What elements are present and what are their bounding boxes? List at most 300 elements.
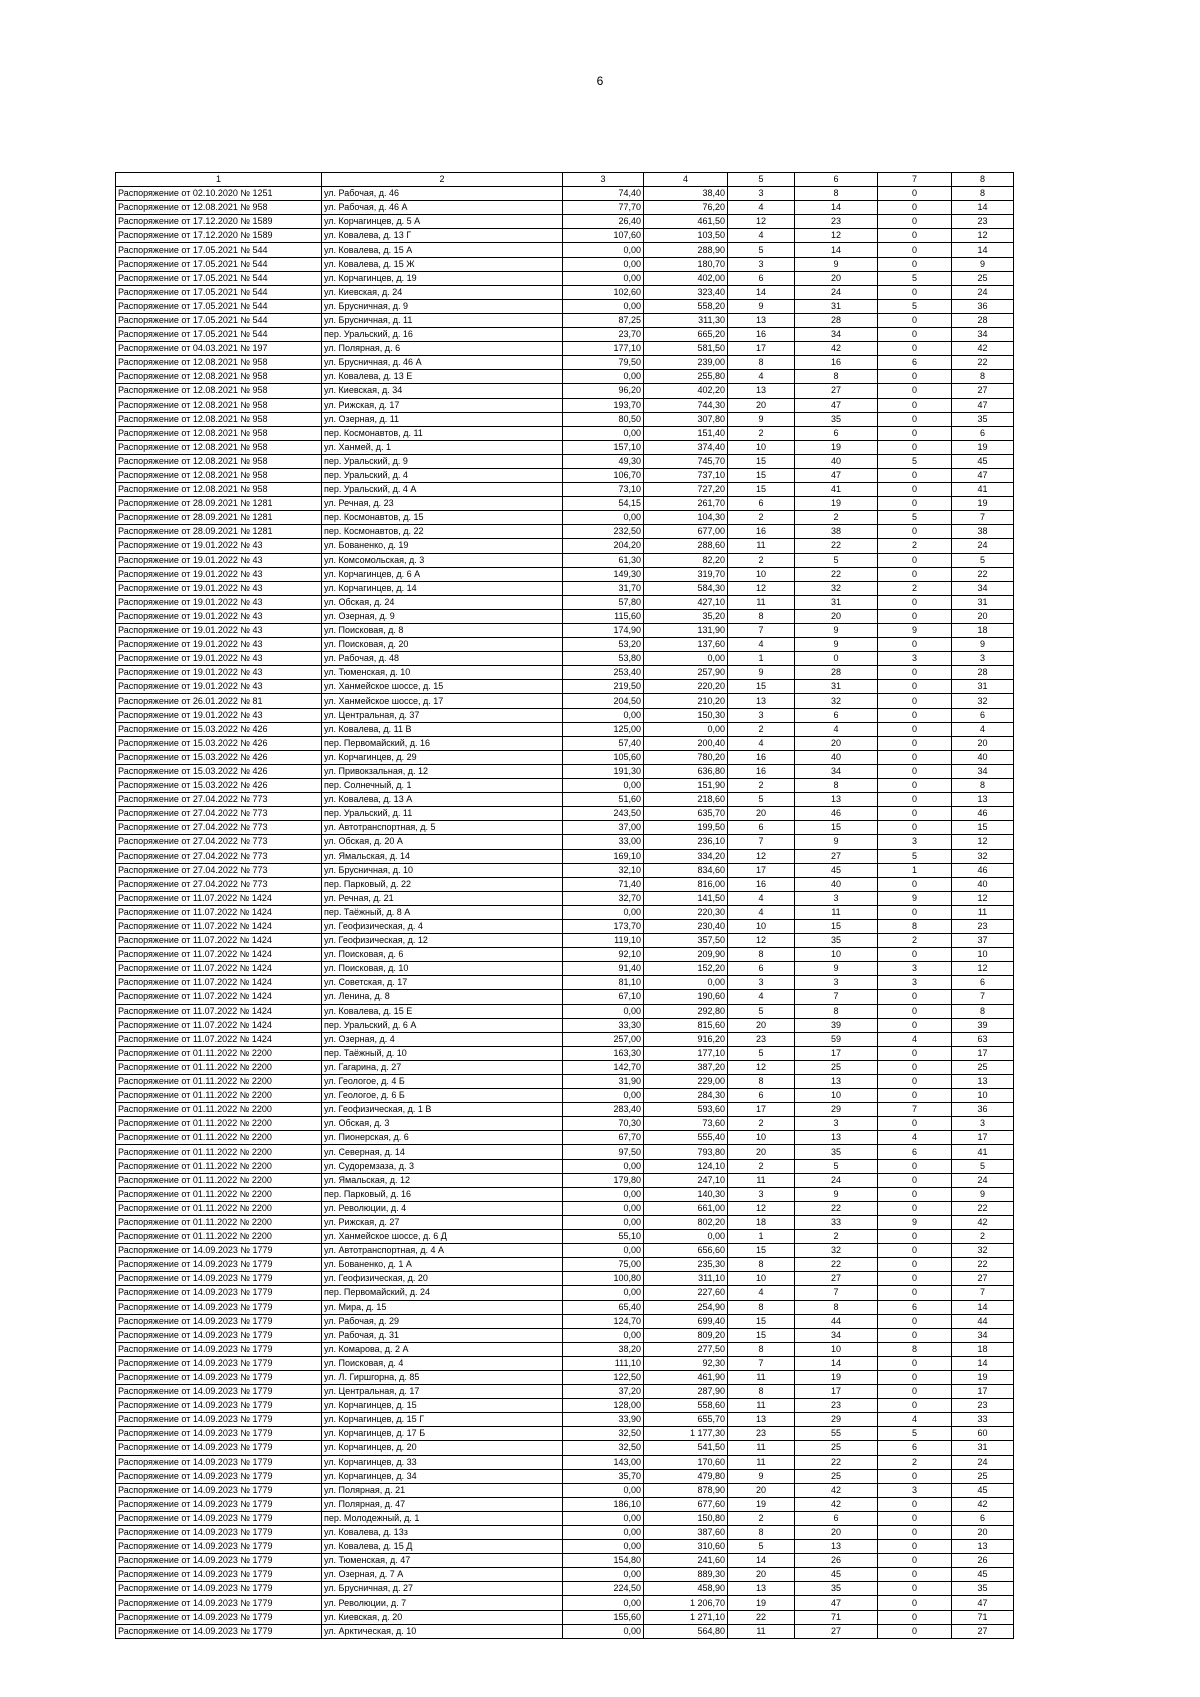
total-cell: 8 (952, 370, 1014, 384)
extra-cell: 0 (878, 722, 952, 736)
count-cell: 3 (728, 976, 795, 990)
area-cell: 224,50 (563, 1582, 644, 1596)
area-cell: 26,40 (563, 215, 644, 229)
area-total-cell: 1 206,70 (644, 1596, 728, 1610)
area-cell: 0,00 (563, 1568, 644, 1582)
document-cell: Распоряжение от 17.05.2021 № 544 (116, 243, 322, 257)
address-cell: ул. Ковалева, д. 11 В (322, 722, 563, 736)
area-total-cell: 878,90 (644, 1483, 728, 1497)
extra-cell: 0 (878, 1526, 952, 1540)
area-total-cell: 92,30 (644, 1356, 728, 1370)
count-cell: 16 (728, 750, 795, 764)
total-cell: 60 (952, 1427, 1014, 1441)
residents-cell: 27 (795, 384, 878, 398)
table-row (116, 976, 1014, 990)
residents-cell: 31 (795, 299, 878, 313)
count-cell: 17 (728, 1103, 795, 1117)
extra-cell: 0 (878, 750, 952, 764)
area-total-cell: 0,00 (644, 722, 728, 736)
extra-cell: 0 (878, 525, 952, 539)
residents-cell: 6 (795, 708, 878, 722)
extra-cell: 6 (878, 1300, 952, 1314)
document-cell: Распоряжение от 14.09.2023 № 1779 (116, 1328, 322, 1342)
address-cell: ул. Ямальская, д. 14 (322, 849, 563, 863)
residents-cell: 10 (795, 948, 878, 962)
document-cell: Распоряжение от 11.07.2022 № 1424 (116, 934, 322, 948)
address-cell: пер. Молодежный, д. 1 (322, 1511, 563, 1525)
area-total-cell: 150,80 (644, 1511, 728, 1525)
count-cell: 1 (728, 652, 795, 666)
area-cell: 35,70 (563, 1469, 644, 1483)
area-cell: 0,00 (563, 905, 644, 919)
address-cell: пер. Уральский, д. 4 А (322, 483, 563, 497)
area-cell: 37,20 (563, 1385, 644, 1399)
area-total-cell: 239,00 (644, 356, 728, 370)
area-cell: 0,00 (563, 708, 644, 722)
table-row (116, 990, 1014, 1004)
total-cell: 2 (952, 1230, 1014, 1244)
table-row (116, 1554, 1014, 1568)
residents-cell: 13 (795, 1540, 878, 1554)
column-header: 2 (322, 173, 563, 187)
extra-cell: 0 (878, 243, 952, 257)
table-row (116, 1413, 1014, 1427)
extra-cell: 0 (878, 1399, 952, 1413)
document-cell: Распоряжение от 12.08.2021 № 958 (116, 468, 322, 482)
count-cell: 15 (728, 680, 795, 694)
extra-cell: 0 (878, 201, 952, 215)
total-cell: 63 (952, 1032, 1014, 1046)
area-cell: 174,90 (563, 624, 644, 638)
count-cell: 12 (728, 1201, 795, 1215)
extra-cell: 0 (878, 1554, 952, 1568)
table-row (116, 736, 1014, 750)
count-cell: 6 (728, 962, 795, 976)
extra-cell: 0 (878, 821, 952, 835)
extra-cell: 0 (878, 638, 952, 652)
document-cell: Распоряжение от 19.01.2022 № 43 (116, 652, 322, 666)
area-total-cell: 209,90 (644, 948, 728, 962)
count-cell: 15 (728, 1314, 795, 1328)
area-total-cell: 255,80 (644, 370, 728, 384)
area-total-cell: 635,70 (644, 807, 728, 821)
total-cell: 15 (952, 821, 1014, 835)
document-cell: Распоряжение от 14.09.2023 № 1779 (116, 1356, 322, 1370)
extra-cell: 0 (878, 426, 952, 440)
table-row (116, 1060, 1014, 1074)
document-cell: Распоряжение от 17.05.2021 № 544 (116, 313, 322, 327)
area-cell: 80,50 (563, 412, 644, 426)
count-cell: 10 (728, 1272, 795, 1286)
table-row (116, 750, 1014, 764)
table-row (116, 793, 1014, 807)
residents-cell: 28 (795, 666, 878, 680)
count-cell: 8 (728, 1075, 795, 1089)
table-row (116, 215, 1014, 229)
extra-cell: 0 (878, 1328, 952, 1342)
table-row (116, 539, 1014, 553)
extra-cell: 0 (878, 497, 952, 511)
area-total-cell: 1 271,10 (644, 1610, 728, 1624)
extra-cell: 0 (878, 1173, 952, 1187)
extra-cell: 4 (878, 1131, 952, 1145)
total-cell: 40 (952, 877, 1014, 891)
address-cell: пер. Космонавтов, д. 22 (322, 525, 563, 539)
address-cell: ул. Пионерская, д. 6 (322, 1131, 563, 1145)
area-total-cell: 311,30 (644, 313, 728, 327)
area-cell: 0,00 (563, 1483, 644, 1497)
count-cell: 4 (728, 990, 795, 1004)
address-cell: ул. Ковалева, д. 13 Е (322, 370, 563, 384)
count-cell: 5 (728, 1046, 795, 1060)
document-cell: Распоряжение от 14.09.2023 № 1779 (116, 1441, 322, 1455)
extra-cell: 0 (878, 1385, 952, 1399)
count-cell: 8 (728, 609, 795, 623)
address-cell: ул. Брусничная, д. 10 (322, 863, 563, 877)
total-cell: 45 (952, 1483, 1014, 1497)
address-cell: ул. Автотранспортная, д. 5 (322, 821, 563, 835)
count-cell: 17 (728, 863, 795, 877)
table-row (116, 271, 1014, 285)
extra-cell: 0 (878, 1511, 952, 1525)
area-total-cell: 387,60 (644, 1526, 728, 1540)
area-total-cell: 257,90 (644, 666, 728, 680)
area-cell: 31,70 (563, 581, 644, 595)
table-row (116, 1159, 1014, 1173)
address-cell: пер. Уральский, д. 9 (322, 454, 563, 468)
area-cell: 77,70 (563, 201, 644, 215)
address-cell: ул. Брусничная, д. 11 (322, 313, 563, 327)
resettlement-table (115, 172, 1014, 1639)
address-cell: ул. Ковалева, д. 13з (322, 1526, 563, 1540)
table-row (116, 1441, 1014, 1455)
residents-cell: 14 (795, 201, 878, 215)
area-cell: 0,00 (563, 1215, 644, 1229)
extra-cell: 2 (878, 1455, 952, 1469)
area-total-cell: 180,70 (644, 257, 728, 271)
count-cell: 3 (728, 187, 795, 201)
table-row (116, 779, 1014, 793)
address-cell: ул. Корчагинцев, д. 19 (322, 271, 563, 285)
count-cell: 11 (728, 1455, 795, 1469)
table-row (116, 595, 1014, 609)
residents-cell: 11 (795, 905, 878, 919)
address-cell: ул. Поисковая, д. 10 (322, 962, 563, 976)
area-total-cell: 1 177,30 (644, 1427, 728, 1441)
area-total-cell: 387,20 (644, 1060, 728, 1074)
area-cell: 128,00 (563, 1399, 644, 1413)
count-cell: 7 (728, 1356, 795, 1370)
residents-cell: 35 (795, 1582, 878, 1596)
residents-cell: 34 (795, 764, 878, 778)
area-cell: 0,00 (563, 426, 644, 440)
count-cell: 15 (728, 454, 795, 468)
address-cell: ул. Рижская, д. 27 (322, 1215, 563, 1229)
residents-cell: 27 (795, 1624, 878, 1638)
document-cell: Распоряжение от 01.11.2022 № 2200 (116, 1145, 322, 1159)
document-cell: Распоряжение от 14.09.2023 № 1779 (116, 1244, 322, 1258)
extra-cell: 0 (878, 342, 952, 356)
extra-cell: 0 (878, 1272, 952, 1286)
address-cell: пер. Уральский, д. 11 (322, 807, 563, 821)
area-cell: 65,40 (563, 1300, 644, 1314)
total-cell: 42 (952, 1215, 1014, 1229)
document-cell: Распоряжение от 14.09.2023 № 1779 (116, 1497, 322, 1511)
residents-cell: 2 (795, 511, 878, 525)
count-cell: 6 (728, 497, 795, 511)
extra-cell: 0 (878, 1610, 952, 1624)
address-cell: ул. Корчагинцев, д. 6 А (322, 567, 563, 581)
area-total-cell: 288,60 (644, 539, 728, 553)
total-cell: 20 (952, 609, 1014, 623)
address-cell: пер. Солнечный, д. 1 (322, 779, 563, 793)
residents-cell: 59 (795, 1032, 878, 1046)
total-cell: 23 (952, 1399, 1014, 1413)
residents-cell: 8 (795, 187, 878, 201)
table-row (116, 426, 1014, 440)
table-row (116, 412, 1014, 426)
total-cell: 35 (952, 1582, 1014, 1596)
total-cell: 31 (952, 1441, 1014, 1455)
total-cell: 14 (952, 1300, 1014, 1314)
table-row (116, 1089, 1014, 1103)
area-total-cell: 593,60 (644, 1103, 728, 1117)
extra-cell: 2 (878, 539, 952, 553)
area-total-cell: 137,60 (644, 638, 728, 652)
area-total-cell: 288,90 (644, 243, 728, 257)
address-cell: ул. Советская, д. 17 (322, 976, 563, 990)
table-row (116, 440, 1014, 454)
document-cell: Распоряжение от 27.04.2022 № 773 (116, 821, 322, 835)
extra-cell: 0 (878, 1582, 952, 1596)
table-row (116, 1342, 1014, 1356)
area-total-cell: 140,30 (644, 1187, 728, 1201)
table-row (116, 1455, 1014, 1469)
count-cell: 11 (728, 1173, 795, 1187)
extra-cell: 0 (878, 1046, 952, 1060)
table-row (116, 1032, 1014, 1046)
residents-cell: 9 (795, 257, 878, 271)
address-cell: ул. Тюменская, д. 10 (322, 666, 563, 680)
total-cell: 23 (952, 919, 1014, 933)
document-cell: Распоряжение от 01.11.2022 № 2200 (116, 1060, 322, 1074)
area-cell: 0,00 (563, 1244, 644, 1258)
count-cell: 13 (728, 384, 795, 398)
area-cell: 219,50 (563, 680, 644, 694)
document-cell: Распоряжение от 14.09.2023 № 1779 (116, 1314, 322, 1328)
address-cell: ул. Киевская, д. 34 (322, 384, 563, 398)
column-header: 6 (795, 173, 878, 187)
address-cell: ул. Революции, д. 4 (322, 1201, 563, 1215)
document-cell: Распоряжение от 17.05.2021 № 544 (116, 271, 322, 285)
area-total-cell: 780,20 (644, 750, 728, 764)
document-cell: Распоряжение от 01.11.2022 № 2200 (116, 1187, 322, 1201)
table-row (116, 468, 1014, 482)
area-cell: 283,40 (563, 1103, 644, 1117)
table-row (116, 807, 1014, 821)
count-cell: 9 (728, 666, 795, 680)
total-cell: 33 (952, 1413, 1014, 1427)
document-cell: Распоряжение от 01.11.2022 № 2200 (116, 1230, 322, 1244)
total-cell: 13 (952, 793, 1014, 807)
count-cell: 23 (728, 1032, 795, 1046)
area-total-cell: 247,10 (644, 1173, 728, 1187)
residents-cell: 46 (795, 807, 878, 821)
document-cell: Распоряжение от 28.09.2021 № 1281 (116, 497, 322, 511)
extra-cell: 0 (878, 1540, 952, 1554)
area-cell: 57,80 (563, 595, 644, 609)
residents-cell: 34 (795, 328, 878, 342)
area-total-cell: 665,20 (644, 328, 728, 342)
table-row (116, 652, 1014, 666)
extra-cell: 0 (878, 1469, 952, 1483)
extra-cell: 3 (878, 652, 952, 666)
table-row (116, 1258, 1014, 1272)
count-cell: 12 (728, 849, 795, 863)
area-total-cell: 151,90 (644, 779, 728, 793)
table-row (116, 257, 1014, 271)
table-row (116, 1187, 1014, 1201)
residents-cell: 19 (795, 1370, 878, 1384)
table-row (116, 1427, 1014, 1441)
extra-cell: 0 (878, 187, 952, 201)
area-total-cell: 636,80 (644, 764, 728, 778)
document-cell: Распоряжение от 11.07.2022 № 1424 (116, 976, 322, 990)
table-row (116, 1497, 1014, 1511)
area-total-cell: 802,20 (644, 1215, 728, 1229)
area-total-cell: 479,80 (644, 1469, 728, 1483)
document-cell: Распоряжение от 14.09.2023 № 1779 (116, 1511, 322, 1525)
document-cell: Распоряжение от 01.11.2022 № 2200 (116, 1075, 322, 1089)
residents-cell: 24 (795, 285, 878, 299)
extra-cell: 0 (878, 1018, 952, 1032)
area-total-cell: 677,00 (644, 525, 728, 539)
total-cell: 42 (952, 1497, 1014, 1511)
residents-cell: 41 (795, 483, 878, 497)
count-cell: 11 (728, 1370, 795, 1384)
table-row (116, 285, 1014, 299)
table-row (116, 370, 1014, 384)
extra-cell: 5 (878, 511, 952, 525)
area-total-cell: 0,00 (644, 1230, 728, 1244)
extra-cell: 9 (878, 1215, 952, 1229)
table-row (116, 1286, 1014, 1300)
document-cell: Распоряжение от 11.07.2022 № 1424 (116, 948, 322, 962)
residents-cell: 32 (795, 581, 878, 595)
count-cell: 13 (728, 313, 795, 327)
total-cell: 17 (952, 1131, 1014, 1145)
area-cell: 0,00 (563, 1201, 644, 1215)
residents-cell: 10 (795, 1342, 878, 1356)
total-cell: 34 (952, 1328, 1014, 1342)
document-cell: Распоряжение от 27.04.2022 № 773 (116, 835, 322, 849)
extra-cell: 0 (878, 948, 952, 962)
residents-cell: 39 (795, 1018, 878, 1032)
count-cell: 10 (728, 1131, 795, 1145)
document-cell: Распоряжение от 19.01.2022 № 43 (116, 567, 322, 581)
area-cell: 32,10 (563, 863, 644, 877)
table-row (116, 624, 1014, 638)
residents-cell: 47 (795, 1596, 878, 1610)
document-cell: Распоряжение от 27.04.2022 № 773 (116, 807, 322, 821)
document-cell: Распоряжение от 01.11.2022 № 2200 (116, 1131, 322, 1145)
document-cell: Распоряжение от 15.03.2022 № 426 (116, 779, 322, 793)
address-cell: ул. Ковалева, д. 15 Е (322, 1004, 563, 1018)
address-cell: ул. Ленина, д. 8 (322, 990, 563, 1004)
address-cell: ул. Автотранспортная, д. 4 А (322, 1244, 563, 1258)
total-cell: 24 (952, 1455, 1014, 1469)
table-row (116, 398, 1014, 412)
count-cell: 15 (728, 468, 795, 482)
document-cell: Распоряжение от 14.09.2023 № 1779 (116, 1370, 322, 1384)
table-row (116, 1511, 1014, 1525)
count-cell: 2 (728, 1511, 795, 1525)
residents-cell: 17 (795, 1385, 878, 1399)
extra-cell: 8 (878, 919, 952, 933)
address-cell: ул. Ханмейское шоссе, д. 6 Д (322, 1230, 563, 1244)
area-total-cell: 793,80 (644, 1145, 728, 1159)
extra-cell: 0 (878, 764, 952, 778)
address-cell: ул. Северная, д. 14 (322, 1145, 563, 1159)
residents-cell: 8 (795, 779, 878, 793)
area-total-cell: 558,60 (644, 1399, 728, 1413)
area-cell: 155,60 (563, 1610, 644, 1624)
residents-cell: 34 (795, 1328, 878, 1342)
residents-cell: 9 (795, 638, 878, 652)
address-cell: ул. Полярная, д. 6 (322, 342, 563, 356)
residents-cell: 25 (795, 1441, 878, 1455)
extra-cell: 0 (878, 1075, 952, 1089)
count-cell: 9 (728, 1469, 795, 1483)
column-header: 8 (952, 173, 1014, 187)
table-row (116, 680, 1014, 694)
address-cell: пер. Первомайский, д. 24 (322, 1286, 563, 1300)
area-total-cell: 151,40 (644, 426, 728, 440)
area-total-cell: 564,80 (644, 1624, 728, 1638)
count-cell: 5 (728, 1004, 795, 1018)
document-cell: Распоряжение от 01.11.2022 № 2200 (116, 1173, 322, 1187)
area-cell: 61,30 (563, 553, 644, 567)
document-cell: Распоряжение от 17.05.2021 № 544 (116, 285, 322, 299)
column-header: 5 (728, 173, 795, 187)
residents-cell: 47 (795, 398, 878, 412)
residents-cell: 3 (795, 1117, 878, 1131)
table-row (116, 694, 1014, 708)
area-cell: 53,80 (563, 652, 644, 666)
total-cell: 27 (952, 1624, 1014, 1638)
area-total-cell: 150,30 (644, 708, 728, 722)
area-cell: 0,00 (563, 1328, 644, 1342)
document-cell: Распоряжение от 14.09.2023 № 1779 (116, 1399, 322, 1413)
total-cell: 39 (952, 1018, 1014, 1032)
total-cell: 47 (952, 398, 1014, 412)
count-cell: 19 (728, 1497, 795, 1511)
count-cell: 16 (728, 764, 795, 778)
address-cell: ул. Ханмейское шоссе, д. 17 (322, 694, 563, 708)
document-cell: Распоряжение от 14.09.2023 № 1779 (116, 1568, 322, 1582)
area-cell: 149,30 (563, 567, 644, 581)
count-cell: 10 (728, 919, 795, 933)
total-cell: 44 (952, 1314, 1014, 1328)
area-cell: 0,00 (563, 1624, 644, 1638)
area-cell: 105,60 (563, 750, 644, 764)
residents-cell: 9 (795, 962, 878, 976)
area-cell: 0,00 (563, 779, 644, 793)
area-cell: 157,10 (563, 440, 644, 454)
document-cell: Распоряжение от 28.09.2021 № 1281 (116, 511, 322, 525)
residents-cell: 15 (795, 919, 878, 933)
area-cell: 169,10 (563, 849, 644, 863)
